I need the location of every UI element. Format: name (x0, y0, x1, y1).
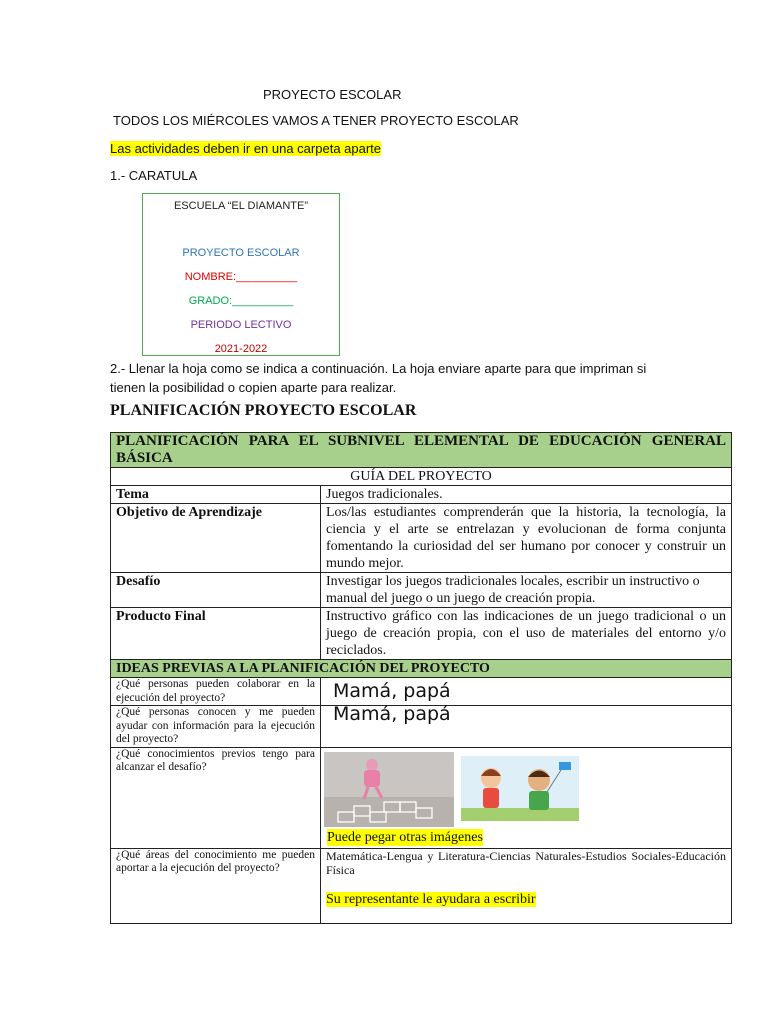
cover-page-box (142, 193, 340, 356)
table-row (111, 504, 732, 573)
page-subtitle: TODOS LOS MIÉRCOLES VAMOS A TENER PROYECTO ESCOLAR (113, 113, 519, 128)
planning-heading: PLANIFICACIÓN PROYECTO ESCOLAR (110, 402, 417, 419)
question: ¿Qué personas conocen y me pueden ayudar con información para la ejecución del proyecto? (111, 706, 321, 748)
hopscotch-photo-image (324, 752, 454, 827)
row-value: Los/las estudiantes comprenderán que la historia, la tecnología, la ciencia y el arte se entrelazan y evolucionan de forma conjunta fomentando la curiosidad del ser humano por conocer y construir un mundo mejor. (321, 504, 732, 573)
representative-note: Su representante le ayudara a escribir (326, 891, 536, 907)
row-value: Instructivo gráfico con las indicaciones de un juego tradicional o un juego de creación propia, con el uso de materiales del entorno y/o reciclados. (321, 608, 732, 660)
cover-grade: GRADO:__________ (188, 295, 294, 307)
highlighted-note: Las actividades deben ir en una carpeta aparte (110, 141, 382, 156)
table-header: PLANIFICACIÓN PARA EL SUBNIVEL ELEMENTAL DE EDUCACIÓN GENERAL BÁSICA (111, 433, 732, 468)
guide-row (111, 468, 732, 486)
children-playing-illustration (461, 756, 579, 821)
step-2-instructions: 2.- Llenar la hoja como se indica a continuación. La hoja enviare aparte para que impriman si tienen la posibilidad o copien aparte para realizar. (110, 361, 647, 395)
ideas-header-row (111, 660, 732, 678)
planning-table (110, 432, 732, 924)
step-1-heading: 1.- CARATULA (110, 168, 198, 183)
cover-years: 2021-2022 (214, 343, 268, 355)
images-cell (321, 747, 732, 848)
table-header-row (111, 433, 732, 468)
row-label: Objetivo de Aprendizaje (111, 504, 321, 573)
ideas-header: IDEAS PREVIAS A LA PLANIFICACIÓN DEL PROYECTO (111, 660, 732, 678)
images-note: Puede pegar otras imágenes (327, 829, 483, 845)
question: ¿Qué conocimientos previos tengo para alcanzar el desafío? (111, 747, 321, 848)
question: ¿Qué personas pueden colaborar en la ejecución del proyecto? (111, 678, 321, 706)
page-title: PROYECTO ESCOLAR (263, 87, 402, 102)
row-label: Desafío (111, 573, 321, 608)
table-row (111, 573, 732, 608)
cover-school: ESCUELA “EL DIAMANTE” (173, 200, 309, 212)
row-label: Tema (111, 486, 321, 504)
table-row (111, 706, 732, 748)
table-row (111, 678, 732, 706)
row-value: Juegos tradicionales. (321, 486, 732, 504)
cover-name: NOMBRE:__________ (184, 271, 298, 283)
table-row (111, 747, 732, 848)
row-value: Investigar los juegos tradicionales locales, escribir un instructivo o manual del juego o un juego de creación propia. (321, 573, 732, 608)
cover-period: PERIODO LECTIVO (190, 319, 292, 331)
table-row (111, 608, 732, 660)
guide-title: GUÍA DEL PROYECTO (111, 468, 732, 486)
answer: Mamá, papá (321, 706, 732, 748)
answer: Mamá, papá (321, 678, 732, 706)
answer-cell (321, 848, 732, 923)
row-label: Producto Final (111, 608, 321, 660)
table-row (111, 848, 732, 923)
question: ¿Qué áreas del conocimiento me pueden aportar a la ejecución del proyecto? (111, 848, 321, 923)
knowledge-areas: Matemática-Lengua y Literatura-Ciencias Naturales-Estudios Sociales-Educación Física (326, 848, 726, 877)
cover-project: PROYECTO ESCOLAR (182, 247, 300, 259)
table-row (111, 486, 732, 504)
